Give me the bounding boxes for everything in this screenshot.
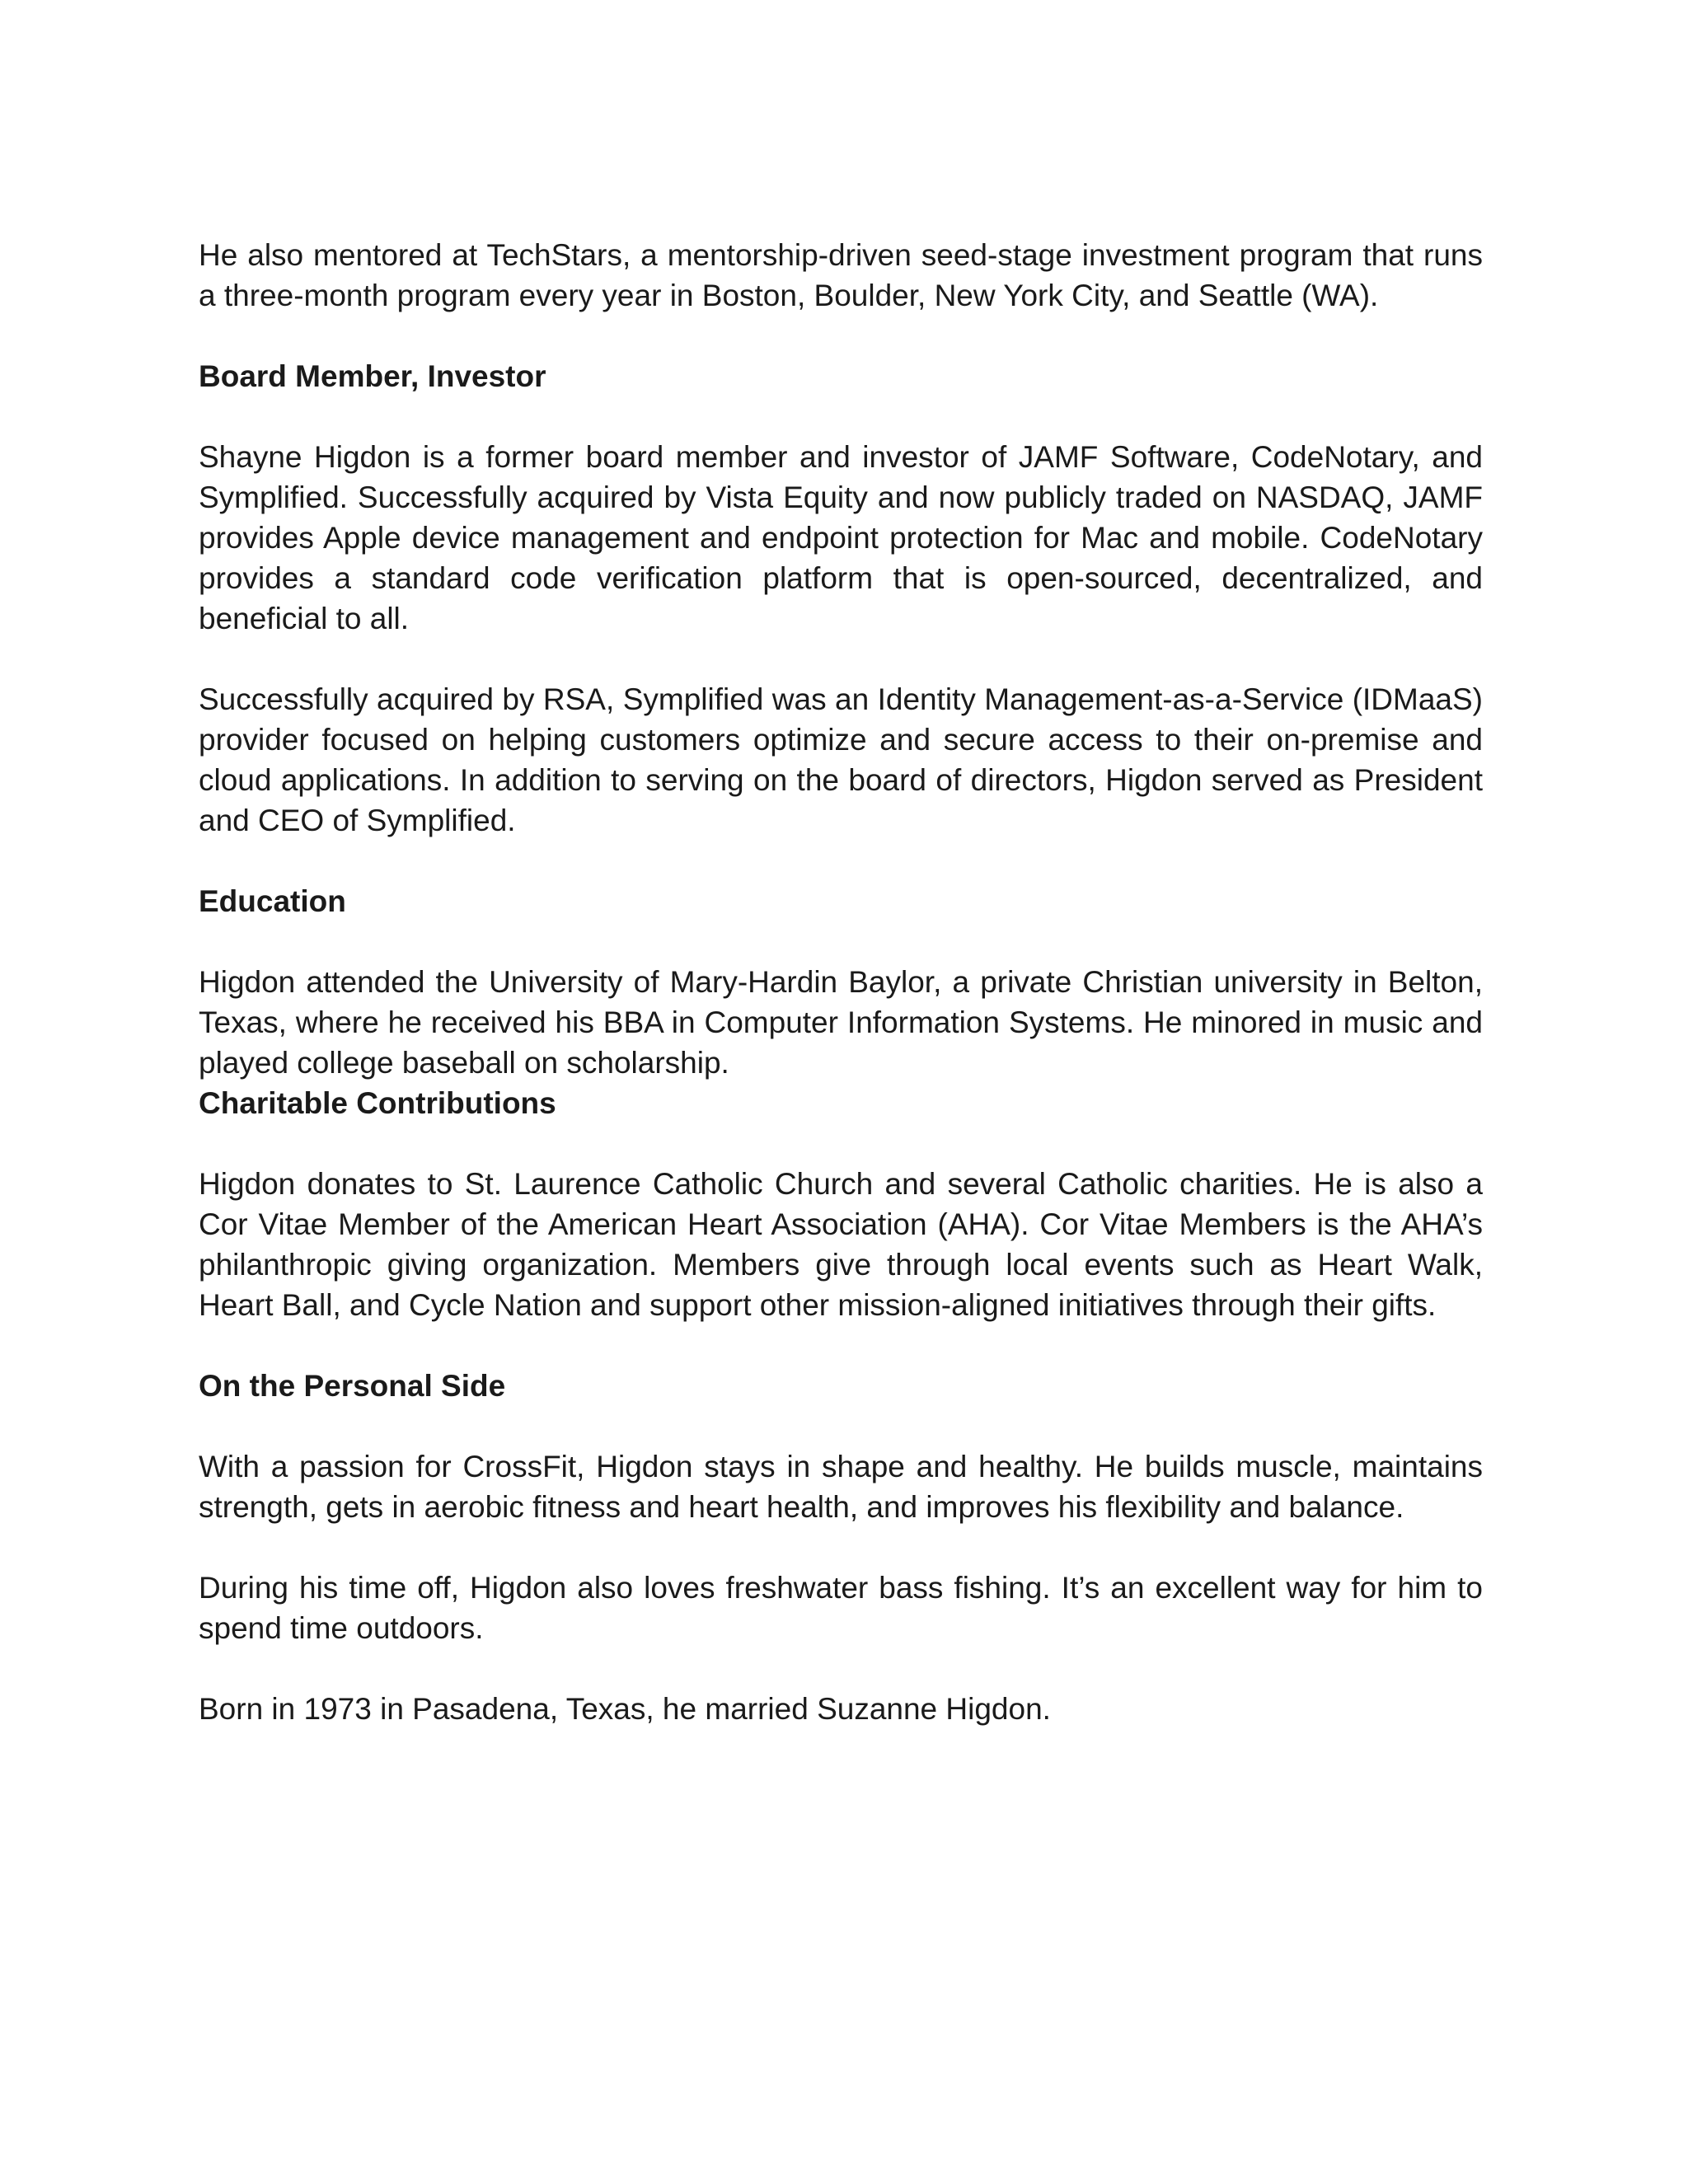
heading-education: Education (199, 884, 346, 918)
paragraph-charitable: Higdon donates to St. Laurence Catholic Church and several Catholic charities. He is also a Cor Vitae Member of the American Heart Association (AHA). Cor Vitae Members is the AHA’s philanthropic giving organization. Members give through local events such as Heart Walk, Heart Ball, and Cycle Nation and support other mission-aligned initiatives through their gifts. (199, 1167, 1483, 1322)
document-page (199, 235, 1483, 1769)
paragraph-fishing: During his time off, Higdon also loves freshwater bass fishing. It’s an excellent way for him to spend time outdoors. (199, 1571, 1483, 1645)
paragraph-symplified: Successfully acquired by RSA, Symplified was an Identity Management-as-a-Service (IDMaaS) provider focused on helping customers optimize and secure access to their on-premise and cloud applications. In addition to serving on the board of directors, Higdon served as President and CEO of Symplified. (199, 682, 1483, 837)
paragraph-crossfit: With a passion for CrossFit, Higdon stays in shape and healthy. He builds muscle, maintains strength, gets in aerobic fitness and heart health, and improves his flexibility and balance. (199, 1450, 1483, 1524)
heading-charitable-contributions: Charitable Contributions (199, 1086, 556, 1120)
heading-personal-side: On the Personal Side (199, 1369, 506, 1403)
heading-board-member: Board Member, Investor (199, 359, 546, 393)
paragraph-education: Higdon attended the University of Mary-Hardin Baylor, a private Christian university in Belton, Texas, where he received his BBA in Computer Information Systems. He minored in music and played college baseball on scholarship. (199, 965, 1483, 1080)
paragraph-techstars: He also mentored at TechStars, a mentorship-driven seed-stage investment program that runs a three-month program every year in Boston, Boulder, New York City, and Seattle (WA). (199, 238, 1483, 312)
paragraph-born: Born in 1973 in Pasadena, Texas, he married Suzanne Higdon. (199, 1692, 1051, 1726)
paragraph-board-investor: Shayne Higdon is a former board member and investor of JAMF Software, CodeNotary, and Symplified. Successfully acquired by Vista Equity and now publicly traded on NASDAQ, JAMF provides Apple device management and endpoint protection for Mac and mobile. CodeNotary provides a standard code verification platform that is open-sourced, decentralized, and beneficial to all. (199, 440, 1483, 635)
